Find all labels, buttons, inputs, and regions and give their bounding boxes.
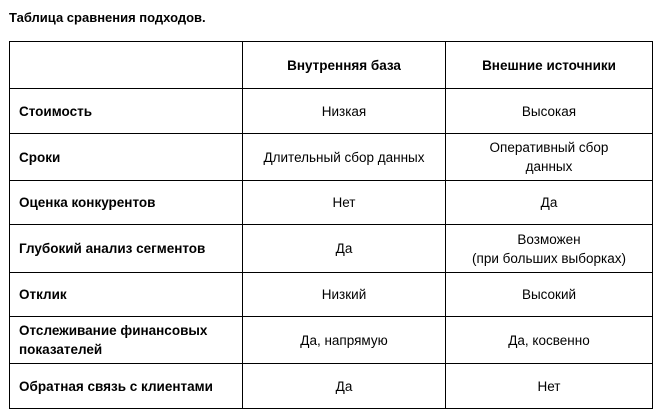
table-row: [10, 273, 653, 317]
internal-value: Да: [243, 225, 446, 273]
comparison-table: [9, 41, 653, 409]
internal-value: Нет: [243, 181, 446, 225]
external-value: Высокая: [446, 89, 653, 134]
header-empty-cell: [10, 42, 243, 89]
external-value: Нет: [446, 364, 653, 409]
table-row: [10, 89, 653, 134]
internal-value: Низкий: [243, 273, 446, 317]
external-value: Да, косвенно: [446, 317, 653, 364]
row-label: Обратная связь с клиентами: [10, 364, 243, 409]
row-label: Отслеживание финансовых показателей: [10, 317, 243, 364]
external-value: Высокий: [446, 273, 653, 317]
row-label: Глубокий анализ сегментов: [10, 225, 243, 273]
table-header-row: [10, 42, 653, 89]
internal-value: Да: [243, 364, 446, 409]
header-internal-base: Внутренняя база: [243, 42, 446, 89]
row-label: Стоимость: [10, 89, 243, 134]
header-external-sources: Внешние источники: [446, 42, 653, 89]
external-value: Да: [446, 181, 653, 225]
table-row: [10, 317, 653, 364]
internal-value: Длительный сбор данных: [243, 134, 446, 181]
table-caption: Таблица сравнения подходов.: [9, 10, 206, 25]
table-row: [10, 364, 653, 409]
internal-value: Да, напрямую: [243, 317, 446, 364]
row-label: Сроки: [10, 134, 243, 181]
external-value: Возможен (при больших выборках): [446, 225, 653, 273]
row-label: Оценка конкурентов: [10, 181, 243, 225]
table-row: [10, 181, 653, 225]
internal-value: Низкая: [243, 89, 446, 134]
table-row: [10, 134, 653, 181]
row-label: Отклик: [10, 273, 243, 317]
external-value: Оперативный сбор данных: [446, 134, 653, 181]
table-row: [10, 225, 653, 273]
